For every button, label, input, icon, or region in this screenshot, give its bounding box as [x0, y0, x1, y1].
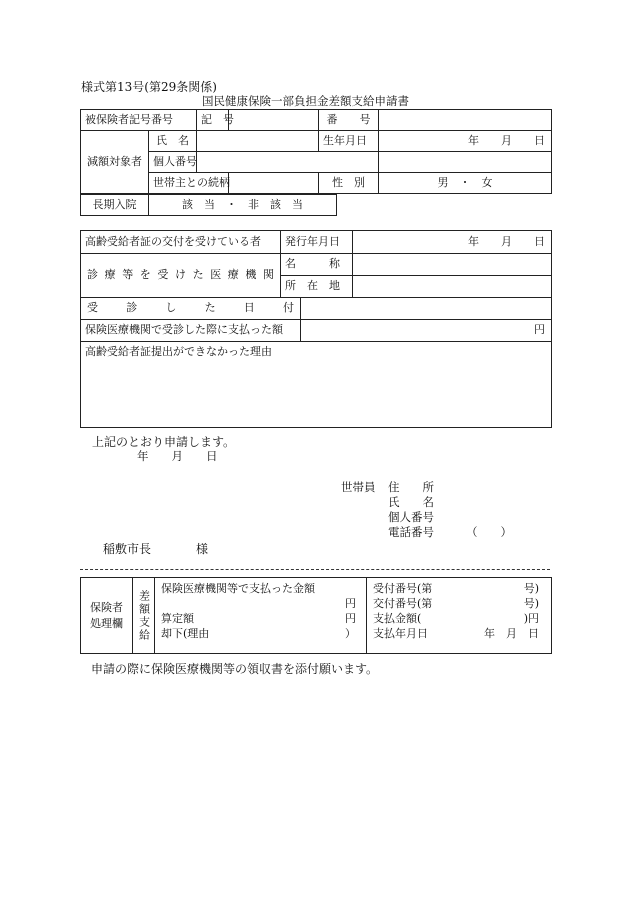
birth-field[interactable]: 年 月 日: [379, 131, 552, 152]
kigo-field[interactable]: [229, 110, 319, 131]
visit-date-field[interactable]: [301, 298, 552, 320]
payment-amount-label: 支払金額(: [373, 612, 422, 625]
elderly-cert-label: 高齢受給者証の交付を受けている者: [81, 231, 281, 254]
visit-date-label: 受 診 し た 日 付: [81, 298, 301, 320]
payment-date-field[interactable]: 年 月 日: [484, 627, 539, 640]
issue-no-field[interactable]: 号): [523, 597, 539, 610]
applicant-address-label: 住 所: [388, 480, 434, 494]
office-use-table: [80, 577, 552, 654]
issue-no-label: 交付番号(第: [373, 597, 433, 610]
gender-field[interactable]: 男 ・ 女: [379, 173, 552, 194]
reason-label: 高齢受給者証提出ができなかった理由: [85, 345, 272, 358]
target-label: 減額対象者: [81, 131, 149, 194]
application-date[interactable]: 年 月 日: [137, 449, 218, 463]
applicant-name-label: 氏 名: [388, 495, 434, 509]
issue-date-label: 発行年月日: [281, 231, 353, 254]
name-field[interactable]: [197, 131, 319, 152]
inst-name-label: 名 称: [281, 254, 353, 276]
insured-code-label: 被保険者記号番号: [81, 110, 197, 131]
attachment-note: 申請の際に保険医療機関等の領収書を添付願います。: [91, 662, 379, 676]
payment-amount-field[interactable]: )円: [523, 612, 539, 625]
phone-field[interactable]: （ ）: [466, 525, 512, 539]
assessed-label: 算定額: [161, 612, 194, 625]
birth-label: 生年月日: [319, 131, 379, 152]
yen-unit: 円: [534, 323, 545, 337]
processing-label-text: 保険者処理欄: [90, 600, 123, 630]
payment-date-label: 支払年月日: [373, 627, 428, 640]
personal-no-blank: [379, 152, 552, 173]
rejection-label: 却下(理由: [161, 627, 210, 640]
amounts-cell: [155, 578, 367, 654]
addressee: 稲敷市長: [103, 542, 152, 556]
processing-label: [81, 578, 133, 654]
reason-field[interactable]: [81, 342, 552, 428]
rejection-close[interactable]: ）: [345, 627, 356, 640]
household-head-label: 世帯員: [341, 480, 376, 494]
inst-address-label: 所 在 地: [281, 276, 353, 298]
institution-table: [80, 230, 552, 428]
inst-address-field[interactable]: [353, 276, 552, 298]
gender-label: 性 別: [319, 173, 379, 194]
long-stay-table: [80, 194, 337, 216]
issue-date-field[interactable]: 年 月 日: [353, 231, 552, 254]
form-number: 様式第13号(第29条関係): [81, 80, 217, 94]
receipt-cell: [367, 578, 552, 654]
institution-label: 診療等を受けた医療機関: [81, 254, 281, 298]
inst-name-field[interactable]: [353, 254, 552, 276]
form-title: 国民健康保険一部負担金差額支給申請書: [202, 94, 409, 108]
name-label: 氏 名: [149, 131, 197, 152]
receipt-no-field[interactable]: 号): [523, 582, 539, 595]
assessed-yen[interactable]: 円: [345, 612, 356, 625]
addressee-honorific: 様: [196, 542, 209, 556]
target-person-table: [80, 109, 552, 194]
receipt-no-label: 受付番号(第: [373, 582, 433, 595]
applicant-phone-label: 電話番号: [388, 525, 434, 539]
paid-amount-field[interactable]: [301, 320, 552, 342]
applicant-personal-no-label: 個人番号: [388, 510, 434, 524]
paid-at-institution-label: 保険医療機関等で支払った金額: [161, 582, 315, 595]
relation-field[interactable]: [229, 173, 319, 194]
paid-at-institution-yen[interactable]: 円: [345, 597, 356, 610]
dashed-separator: [80, 569, 550, 570]
personal-no-field[interactable]: [197, 152, 379, 173]
long-stay-label: 長期入院: [81, 195, 149, 216]
statement: 上記のとおり申請します。: [92, 435, 236, 449]
bango-field[interactable]: [379, 110, 552, 131]
long-stay-field[interactable]: 該 当 ・ 非 該 当: [149, 195, 337, 216]
bango-label: 番 号: [319, 110, 379, 131]
kigo-label: 記 号: [197, 110, 229, 131]
diff-payment-label: 差額支給: [133, 578, 155, 654]
relation-label: 世帯主との続柄: [149, 173, 229, 194]
paid-amount-label: 保険医療機関で受診した際に支払った額: [81, 320, 301, 342]
personal-no-label: 個人番号: [149, 152, 197, 173]
